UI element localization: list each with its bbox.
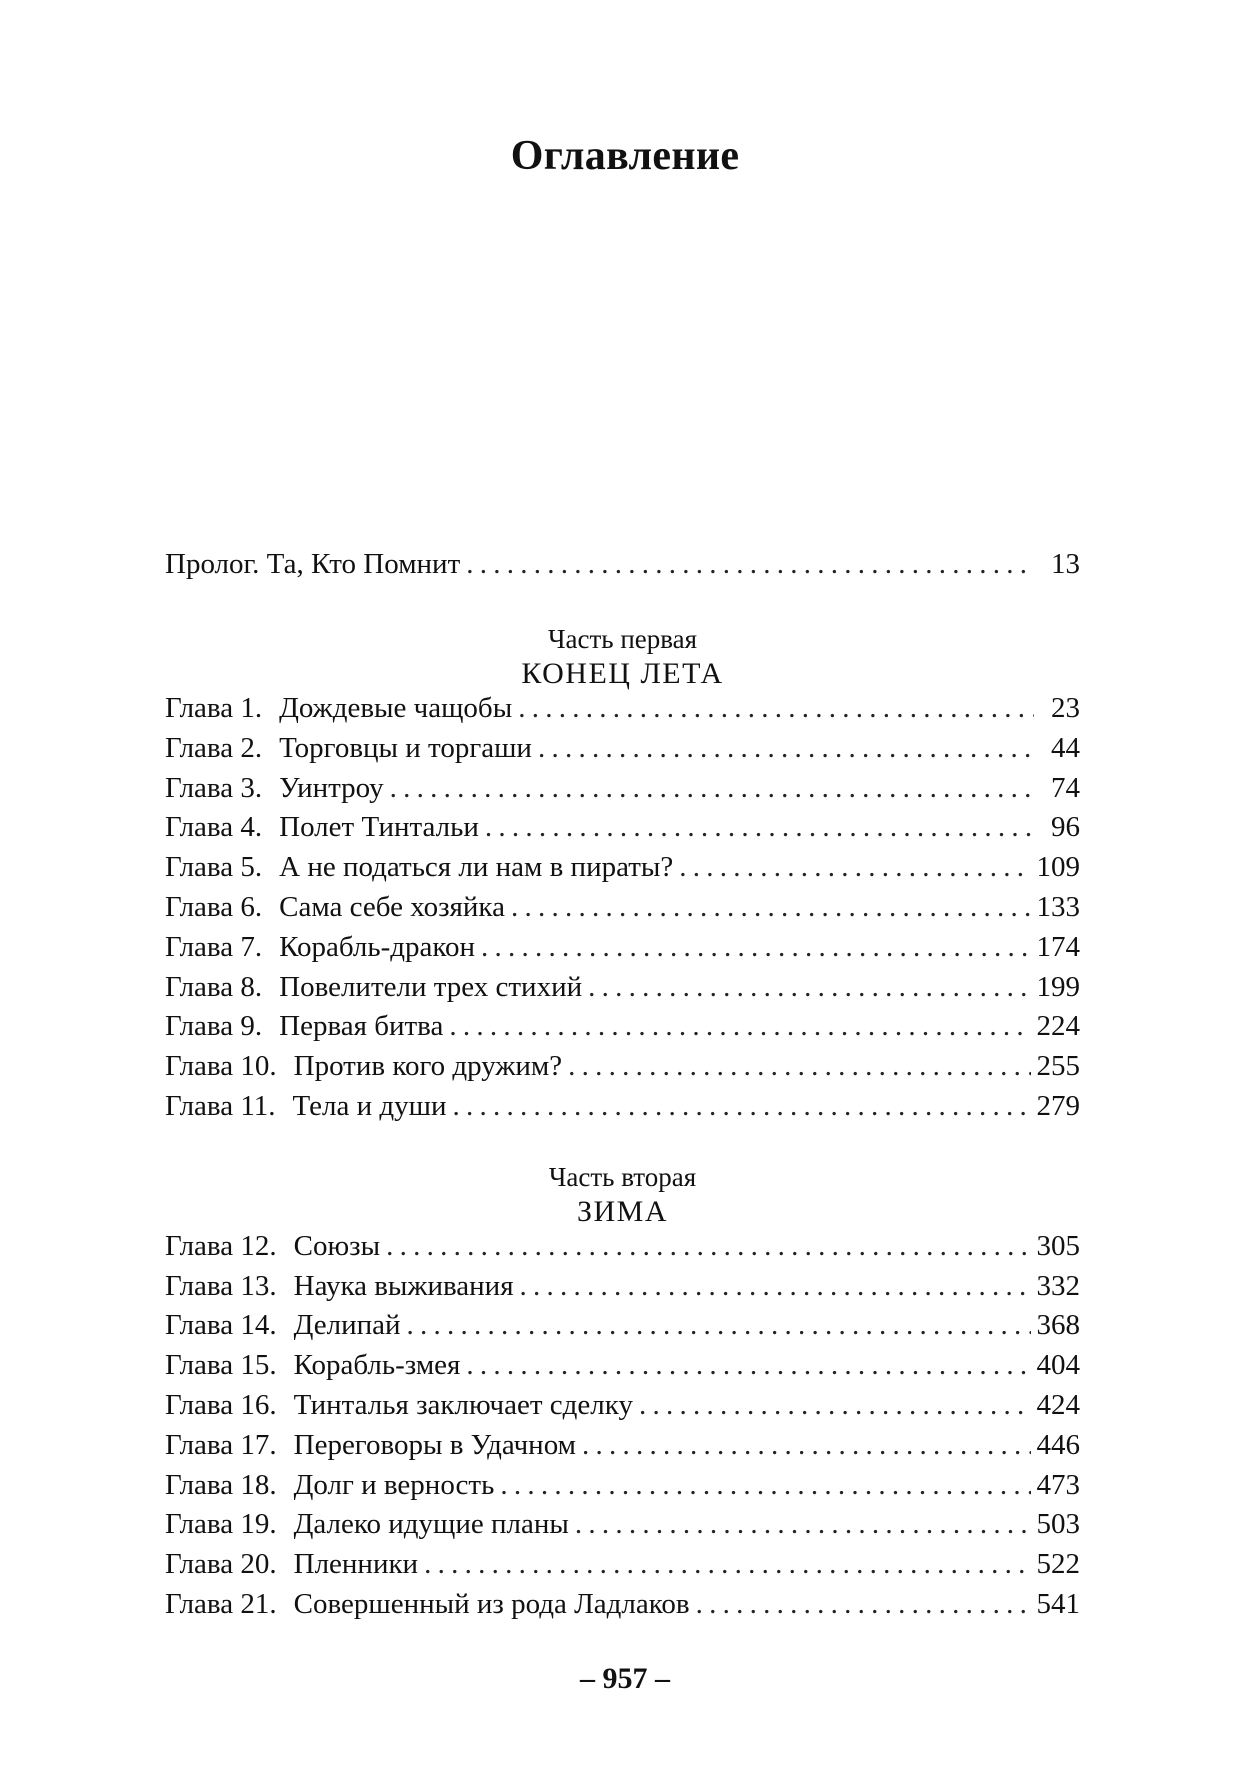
chapter-number: Глава 11. (165, 1089, 276, 1122)
chapter-entry-text (165, 931, 475, 964)
toc-entry (165, 971, 1080, 1011)
page-number: 332 (1036, 1269, 1080, 1302)
leader-dots (511, 891, 1031, 924)
chapter-number: Глава 20. (165, 1548, 277, 1581)
page-number: 96 (1051, 811, 1080, 844)
toc-entry (165, 1270, 1080, 1310)
leader-dots (481, 931, 1030, 964)
chapter-entry-text (165, 1050, 562, 1083)
page-number: 174 (1036, 930, 1080, 963)
part-heading (165, 622, 1080, 692)
chapter-number: Глава 8. (165, 970, 263, 1003)
chapter-number: Глава 7. (165, 930, 263, 963)
page-number: 133 (1036, 890, 1080, 923)
toc-entry (165, 1010, 1080, 1050)
chapter-title: Совершенный из рода Ладлаков (293, 1587, 690, 1620)
parts-container (165, 622, 1080, 1628)
chapter-entry-text (165, 891, 505, 924)
part-kicker: Часть первая (547, 624, 698, 654)
page-number: 13 (1051, 548, 1080, 580)
page-number: 199 (1036, 970, 1080, 1003)
chapter-title: Долг и верность (293, 1468, 495, 1501)
leader-dots (424, 1548, 1030, 1581)
chapter-title: Корабль-змея (293, 1349, 461, 1382)
toc-entry (165, 692, 1080, 732)
part-name: КОНЕЦ ЛЕТА (521, 657, 724, 690)
toc-entry (165, 732, 1080, 772)
page-number: 503 (1036, 1508, 1080, 1541)
chapter-number: Глава 1. (165, 692, 263, 724)
folio: – 957 – (580, 1662, 670, 1695)
chapter-title: Сама себе хозяйка (279, 890, 505, 923)
leader-dots (679, 851, 1030, 884)
chapter-entry-text (165, 772, 384, 805)
chapter-entry-text (165, 811, 479, 844)
chapter-title: А не податься ли нам в пираты? (279, 851, 674, 884)
chapter-number: Глава 19. (165, 1508, 277, 1541)
chapter-entry-text (165, 692, 512, 725)
chapter-number: Глава 9. (165, 1010, 263, 1043)
leader-dots (390, 772, 1034, 805)
chapter-title: Повелители трех стихий (279, 970, 583, 1003)
page-number: 368 (1036, 1309, 1080, 1342)
chapter-title: Полет Тинтальи (279, 811, 479, 844)
chapter-title: Против кого дружим? (293, 1050, 563, 1083)
page-number: 404 (1036, 1349, 1080, 1382)
chapter-title: Далеко идущие планы (293, 1508, 569, 1541)
prologue-title: Пролог. Та, Кто Помнит (165, 548, 461, 580)
leader-dots (575, 1508, 1031, 1541)
chapter-number: Глава 18. (165, 1468, 277, 1501)
chapter-number: Глава 3. (165, 771, 263, 804)
leader-dots (588, 971, 1030, 1004)
leader-dots (407, 1309, 1031, 1342)
toc-entry (165, 1429, 1080, 1469)
chapter-entry-text (165, 971, 582, 1004)
toc-entry (165, 1230, 1080, 1270)
chapter-entry-text (165, 1469, 494, 1502)
chapter-number: Глава 16. (165, 1388, 277, 1421)
page-number: 541 (1036, 1587, 1080, 1620)
chapter-entry-text (165, 1010, 443, 1043)
chapter-title: Союзы (293, 1229, 381, 1262)
chapter-entry-text (165, 1508, 569, 1541)
leader-dots (518, 692, 1034, 725)
chapter-entry-text (165, 732, 532, 765)
chapter-title: Тела и души (292, 1089, 447, 1122)
chapter-number: Глава 10. (165, 1050, 277, 1083)
toc-entry (165, 811, 1080, 851)
table-of-contents (165, 548, 1080, 1628)
leader-dots (449, 1010, 1030, 1043)
chapter-title: Первая битва (279, 1010, 444, 1043)
chapter-number: Глава 17. (165, 1428, 277, 1461)
page-number: 522 (1036, 1548, 1080, 1581)
toc-entry (165, 772, 1080, 812)
leader-dots (386, 1230, 1030, 1263)
leader-dots (485, 811, 1034, 844)
chapter-title: Уинтроу (279, 771, 384, 804)
toc-entry (165, 1548, 1080, 1588)
chapter-entry-text (165, 1230, 380, 1263)
toc-entry (165, 1050, 1080, 1090)
chapter-title: Тинталья заключает сделку (293, 1388, 633, 1421)
toc-entry (165, 1588, 1080, 1628)
leader-dots (568, 1050, 1030, 1083)
chapter-title: Пленники (293, 1548, 419, 1581)
toc-entry (165, 1309, 1080, 1349)
part-kicker: Часть вторая (548, 1161, 697, 1192)
chapter-entry-text (165, 1429, 576, 1462)
page-number: 305 (1036, 1229, 1080, 1262)
page-title: Оглавление (510, 133, 740, 179)
toc-entry (165, 1469, 1080, 1509)
page-number: 446 (1036, 1428, 1080, 1461)
part-heading (165, 1160, 1080, 1230)
leader-dots (696, 1588, 1031, 1621)
page-number: 74 (1051, 771, 1080, 804)
part-name: ЗИМА (576, 1194, 669, 1228)
leader-dots (538, 732, 1034, 765)
toc-entry (165, 1389, 1080, 1429)
chapter-number: Глава 2. (165, 731, 263, 764)
leader-dots (520, 1270, 1031, 1303)
chapter-entry-text (165, 1548, 418, 1581)
toc-entry (165, 931, 1080, 971)
chapter-number: Глава 12. (165, 1229, 277, 1262)
chapter-number: Глава 15. (165, 1349, 277, 1382)
chapter-number: Глава 4. (165, 811, 263, 844)
chapter-number: Глава 21. (165, 1587, 277, 1620)
chapter-title: Дождевые чащобы (279, 692, 513, 724)
page-number: 279 (1036, 1089, 1080, 1122)
chapter-number: Глава 14. (165, 1309, 277, 1342)
chapter-entry-text (165, 1349, 460, 1382)
chapter-number: Глава 6. (165, 890, 263, 923)
chapter-entry-text (165, 1309, 401, 1342)
chapter-entry-text (165, 851, 673, 884)
chapter-title: Наука выживания (293, 1269, 514, 1302)
chapter-entry-text (165, 1389, 633, 1422)
toc-entry (165, 1090, 1080, 1130)
page-number: 424 (1036, 1388, 1080, 1421)
leader-dots (639, 1389, 1031, 1422)
page-number: 255 (1036, 1050, 1080, 1083)
leader-dots (453, 1090, 1031, 1123)
leader-dots (500, 1469, 1030, 1502)
chapter-entry-text (165, 1588, 690, 1621)
page-number: 109 (1036, 851, 1080, 884)
chapter-number: Глава 5. (165, 851, 263, 884)
chapter-title: Торговцы и торгаши (279, 731, 532, 764)
toc-entry (165, 1349, 1080, 1389)
toc-entry-prologue (165, 548, 1080, 592)
chapter-entry-text (165, 1090, 447, 1123)
chapter-title: Делипай (293, 1309, 401, 1342)
leader-dots (466, 548, 1034, 581)
toc-entry (165, 891, 1080, 931)
chapter-title: Корабль-дракон (279, 930, 476, 963)
chapter-entry-text (165, 1270, 514, 1303)
leader-dots (466, 1349, 1030, 1382)
page-number: 44 (1051, 731, 1080, 764)
chapter-title: Переговоры в Удачном (293, 1428, 576, 1461)
toc-entry (165, 851, 1080, 891)
page-number: 473 (1036, 1468, 1080, 1501)
leader-dots (582, 1429, 1031, 1462)
page-number: 23 (1051, 692, 1080, 724)
chapter-number: Глава 13. (165, 1269, 277, 1302)
page-number: 224 (1036, 1010, 1080, 1043)
toc-entry (165, 1508, 1080, 1548)
